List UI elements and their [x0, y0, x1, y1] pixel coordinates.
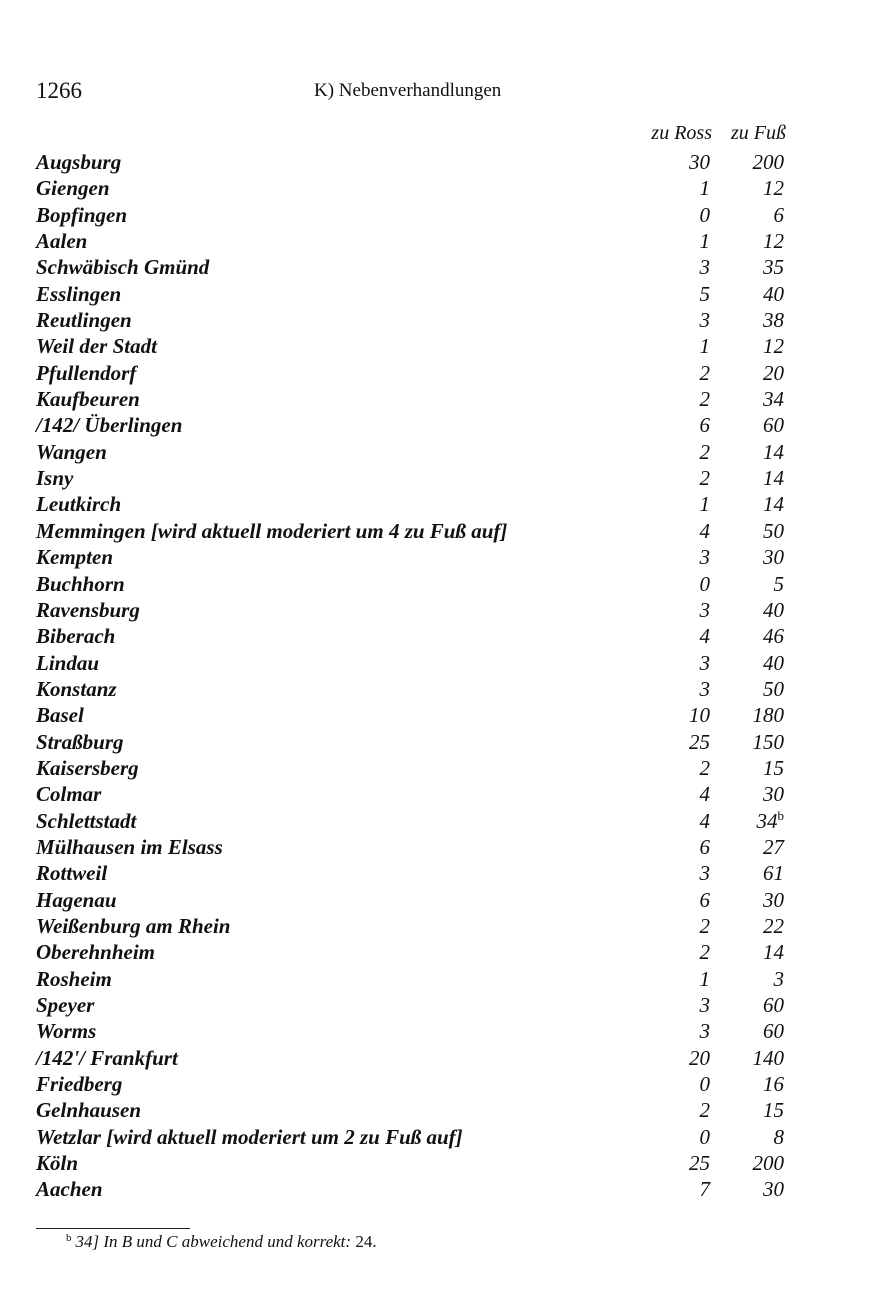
fuss-count [763, 175, 784, 201]
fuss-count [763, 939, 784, 965]
table-row [36, 1176, 796, 1202]
fuss-count [774, 1124, 785, 1150]
running-title: K) Nebenverhandlungen [314, 80, 502, 101]
fuss-value: 40 [763, 281, 784, 306]
city-name: Biberach [36, 624, 116, 649]
column-headers [560, 122, 790, 150]
ross-count: 0 [699, 1072, 710, 1097]
city-name: Schwäbisch Gmünd [36, 255, 210, 280]
footnote-text: 34] In B und C abweichend und korrekt: [75, 1232, 352, 1251]
ross-count: 7 [699, 1177, 710, 1202]
fuss-value: 60 [763, 413, 784, 438]
table-row [36, 781, 796, 807]
fuss-value: 8 [773, 1124, 784, 1149]
fuss-value: 38 [763, 308, 784, 333]
fuss-count [753, 702, 785, 728]
city-name: Schlettstadt [36, 808, 137, 833]
ross-count: 1 [699, 334, 710, 359]
fuss-value: 12 [763, 229, 784, 254]
ross-count: 2 [699, 439, 710, 464]
table-row [36, 887, 796, 913]
fuss-value: 34 [763, 387, 784, 412]
city-name: Friedberg [36, 1072, 123, 1097]
fuss-count [753, 1045, 785, 1071]
fuss-value: 14 [763, 466, 784, 491]
fuss-count [763, 544, 784, 570]
fuss-value: 30 [763, 887, 784, 912]
table-row [36, 1018, 796, 1044]
city-name: Kempten [36, 545, 113, 570]
fuss-count [763, 676, 784, 702]
city-name: Augsburg [36, 150, 122, 174]
ross-count: 0 [699, 571, 710, 596]
fuss-value: 20 [763, 360, 784, 385]
table-row [36, 808, 796, 834]
city-name: Weißenburg am Rhein [36, 913, 231, 938]
city-name: /142'/ Frankfurt [36, 1045, 178, 1070]
fuss-value: 180 [752, 703, 784, 728]
fuss-value: 40 [763, 597, 784, 622]
city-name: Kaufbeuren [36, 387, 140, 412]
footnote [66, 1232, 377, 1252]
ross-count: 3 [699, 1019, 710, 1044]
table-row [36, 175, 796, 201]
fuss-value: 150 [752, 729, 784, 754]
table-row [36, 650, 796, 676]
table-row [36, 518, 796, 544]
ross-count: 4 [699, 782, 710, 807]
table-row [36, 860, 796, 886]
table-row [36, 439, 796, 465]
fuss-count [763, 518, 784, 544]
fuss-count [763, 1018, 784, 1044]
city-name: Köln [36, 1151, 79, 1176]
fuss-value: 34 [756, 808, 778, 833]
table-row [36, 729, 796, 755]
city-name: Pfullendorf [36, 360, 137, 385]
fuss-value: 12 [763, 176, 784, 201]
table-row [36, 307, 796, 333]
fuss-count [763, 860, 784, 886]
table-row [36, 254, 796, 280]
fuss-count [763, 386, 784, 412]
city-name: /142/ Überlingen [36, 413, 183, 438]
fuss-count [763, 913, 784, 939]
fuss-value: 60 [763, 993, 784, 1017]
footnote-value: 24. [355, 1232, 377, 1251]
ross-count: 0 [699, 202, 710, 227]
ross-count: 4 [699, 518, 710, 543]
fuss-count [763, 333, 784, 359]
fuss-value: 35 [763, 255, 784, 280]
table-row [36, 755, 796, 781]
table-row [36, 1071, 796, 1097]
ross-count: 2 [699, 1098, 710, 1123]
fuss-count [763, 228, 784, 254]
fuss-count [757, 808, 785, 834]
ross-count: 6 [699, 834, 710, 859]
fuss-value: 14 [763, 439, 784, 464]
fuss-count [763, 412, 784, 438]
fuss-count [763, 887, 784, 913]
table-row [36, 1124, 796, 1150]
ross-count: 2 [699, 913, 710, 938]
city-name: Rottweil [36, 861, 108, 886]
table-row [36, 1097, 796, 1123]
city-name: Wangen [36, 439, 107, 464]
fuss-value: 6 [773, 202, 784, 227]
fuss-value: 30 [763, 782, 784, 807]
fuss-count [763, 1097, 784, 1123]
fuss-value: 12 [763, 334, 784, 359]
fuss-value: 3 [773, 966, 784, 991]
city-name: Rosheim [36, 966, 112, 991]
city-name: Oberehnheim [36, 940, 156, 965]
fuss-count [763, 992, 784, 1018]
fuss-count [763, 360, 784, 386]
fuss-value: 60 [763, 1019, 784, 1044]
ross-count: 2 [699, 940, 710, 965]
city-name: Isny [36, 466, 74, 491]
fuss-value: 61 [763, 861, 784, 886]
fuss-count [753, 149, 785, 175]
table-row [36, 702, 796, 728]
fuss-count [753, 729, 785, 755]
city-name: Mülhausen im Elsass [36, 834, 223, 859]
city-name: Reutlingen [36, 308, 132, 333]
city-name: Worms [36, 1019, 97, 1044]
table-row [36, 228, 796, 254]
table-row [36, 360, 796, 386]
ross-count: 4 [699, 808, 710, 833]
city-name: Esslingen [36, 281, 122, 306]
fuss-count [763, 650, 784, 676]
ross-count: 3 [699, 650, 710, 675]
table-row [36, 465, 796, 491]
table-row [36, 992, 796, 1018]
fuss-count [774, 966, 785, 992]
ross-count: 25 [689, 729, 710, 754]
ross-count: 3 [699, 545, 710, 570]
fuss-value: 27 [763, 834, 784, 859]
fuss-value: 14 [763, 940, 784, 965]
city-name: Kaisersberg [36, 755, 139, 780]
fuss-count [763, 623, 784, 649]
fuss-value: 16 [763, 1072, 784, 1097]
fuss-count [763, 281, 784, 307]
ross-count: 20 [689, 1045, 710, 1070]
ross-count: 1 [699, 492, 710, 517]
ross-count: 3 [699, 255, 710, 280]
fuss-count [774, 571, 785, 597]
fuss-count [763, 755, 784, 781]
ross-count: 3 [699, 861, 710, 886]
ross-count: 10 [689, 703, 710, 728]
fuss-value: 46 [763, 624, 784, 649]
ross-count: 4 [699, 624, 710, 649]
fuss-value: 140 [752, 1045, 784, 1070]
table-row [36, 571, 796, 597]
ross-count: 0 [699, 1124, 710, 1149]
city-name: Basel [36, 703, 84, 728]
city-name: Speyer [36, 993, 95, 1017]
ross-count: 2 [699, 360, 710, 385]
ross-count: 3 [699, 993, 710, 1017]
column-header-ross: zu Ross [651, 122, 712, 144]
fuss-value: 30 [763, 545, 784, 570]
ross-count: 1 [699, 229, 710, 254]
ross-count: 1 [699, 176, 710, 201]
city-contingent-table [36, 149, 796, 1203]
fuss-count [763, 439, 784, 465]
fuss-value: 22 [763, 913, 784, 938]
table-row [36, 676, 796, 702]
table-row [36, 386, 796, 412]
table-row [36, 202, 796, 228]
fuss-count [763, 834, 784, 860]
fuss-value: 15 [763, 755, 784, 780]
fuss-count [763, 491, 784, 517]
city-name: Gelnhausen [36, 1098, 142, 1123]
fuss-count [763, 307, 784, 333]
city-name: Wetzlar [wird aktuell moderiert um 2 zu Fuß auf] [36, 1124, 463, 1149]
fuss-value: 50 [763, 518, 784, 543]
page-header [36, 78, 891, 106]
ross-count: 1 [699, 966, 710, 991]
page-number: 1266 [36, 78, 82, 103]
table-row [36, 412, 796, 438]
fuss-count [763, 254, 784, 280]
column-header-fuss: zu Fuß [731, 122, 786, 144]
fuss-count [763, 1071, 784, 1097]
table-row [36, 333, 796, 359]
ross-count: 6 [699, 887, 710, 912]
city-name: Hagenau [36, 887, 117, 912]
fuss-value: 200 [752, 1151, 784, 1176]
ross-count: 3 [699, 308, 710, 333]
city-name: Straßburg [36, 729, 124, 754]
ross-count: 2 [699, 755, 710, 780]
city-name: Konstanz [36, 676, 117, 701]
table-row [36, 597, 796, 623]
fuss-count [763, 597, 784, 623]
city-name: Memmingen [wird aktuell moderiert um 4 zu Fuß auf] [36, 518, 508, 543]
ross-count: 30 [689, 150, 710, 174]
ross-count: 3 [699, 597, 710, 622]
city-name: Aachen [36, 1177, 103, 1202]
city-name: Buchhorn [36, 571, 125, 596]
fuss-value: 40 [763, 650, 784, 675]
fuss-count [763, 1176, 784, 1202]
city-name: Colmar [36, 782, 102, 807]
city-name: Weil der Stadt [36, 334, 157, 359]
fuss-value: 15 [763, 1098, 784, 1123]
ross-count: 3 [699, 676, 710, 701]
table-row [36, 834, 796, 860]
table-row [36, 939, 796, 965]
table-row [36, 623, 796, 649]
fuss-count [774, 202, 785, 228]
city-name: Leutkirch [36, 492, 122, 517]
fuss-value: 30 [763, 1177, 784, 1202]
city-name: Ravensburg [36, 597, 140, 622]
fuss-count [753, 1150, 785, 1176]
ross-count: 2 [699, 387, 710, 412]
table-row [36, 491, 796, 517]
table-row [36, 1045, 796, 1071]
fuss-value: 200 [752, 150, 784, 174]
fuss-value: 5 [773, 571, 784, 596]
ross-count: 2 [699, 466, 710, 491]
table-row [36, 966, 796, 992]
city-name: Giengen [36, 176, 110, 201]
footnote-divider [36, 1228, 190, 1229]
table-row [36, 544, 796, 570]
city-name: Lindau [36, 650, 100, 675]
city-name: Aalen [36, 229, 88, 254]
ross-count: 6 [699, 413, 710, 438]
fuss-count [763, 781, 784, 807]
ross-count: 25 [689, 1151, 710, 1176]
footnote-reference: b [777, 807, 784, 823]
city-name: Bopfingen [36, 202, 128, 227]
table-row [36, 149, 796, 175]
ross-count: 5 [699, 281, 710, 306]
fuss-value: 14 [763, 492, 784, 517]
table-row [36, 281, 796, 307]
fuss-count [763, 465, 784, 491]
table-row [36, 913, 796, 939]
fuss-value: 50 [763, 676, 784, 701]
table-row [36, 1150, 796, 1176]
footnote-mark: b [66, 1232, 72, 1244]
